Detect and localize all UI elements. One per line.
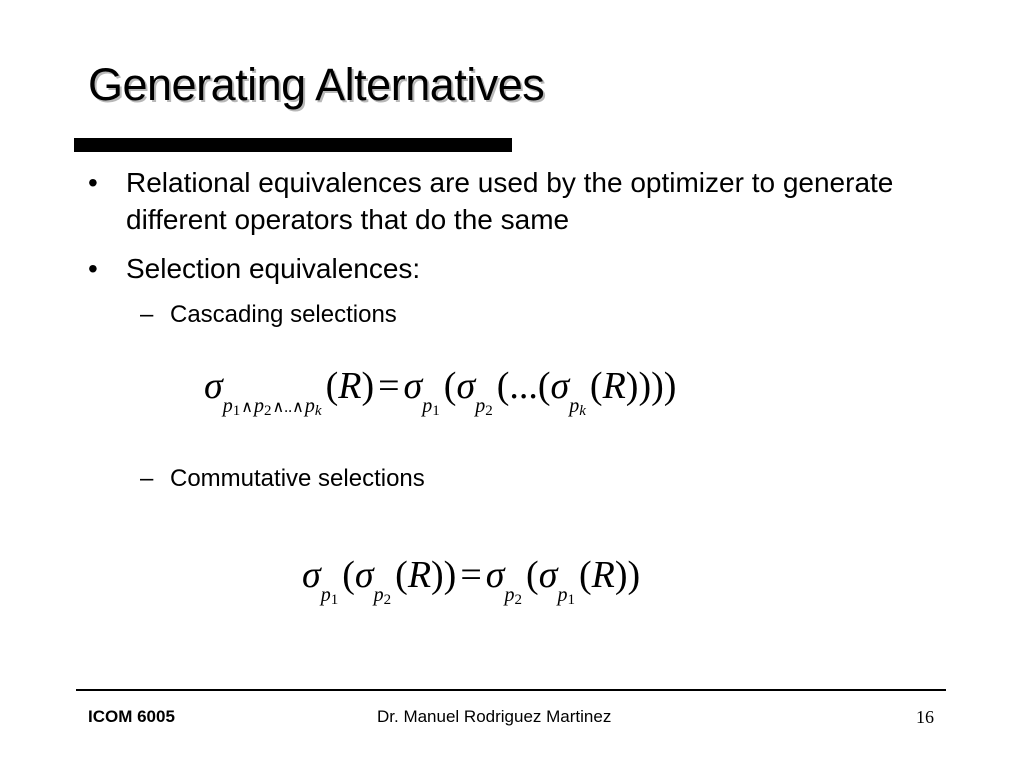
footer-page-number: 16 (916, 707, 934, 727)
bullet-list (88, 164, 948, 299)
sub-item-text: Commutative selections (170, 465, 425, 492)
footer-author: Dr. Manuel Rodriguez Martinez (377, 707, 612, 726)
title-underline-bar (74, 138, 512, 152)
sub-item-commutative (140, 464, 425, 494)
slide-title: Generating Alternatives (88, 59, 545, 110)
bullet-marker: • (88, 167, 98, 198)
sub-item-marker: – (140, 465, 154, 492)
footer-course-code: ICOM 6005 (88, 707, 175, 726)
bullet-text: Selection equivalences: (126, 253, 421, 284)
sub-item-text: Cascading selections (170, 301, 397, 328)
sub-item-cascading (140, 300, 397, 330)
commutative-selection-formula: σp1 (σp2 (R)) = σp2 (σp1 (R)) (302, 554, 641, 608)
sub-item-marker: – (140, 301, 154, 328)
bullet-text: Relational equivalences are used by the optimizer to generate different operators that do the same (126, 167, 894, 235)
bullet-item (88, 164, 948, 238)
bullet-marker: • (88, 253, 98, 284)
footer-divider (76, 689, 946, 691)
cascading-selection-formula: σp1∧p2∧..∧pk (R) = σp1 (σp2 (...(σpk (R)))) (204, 365, 677, 419)
bullet-item (88, 250, 948, 287)
